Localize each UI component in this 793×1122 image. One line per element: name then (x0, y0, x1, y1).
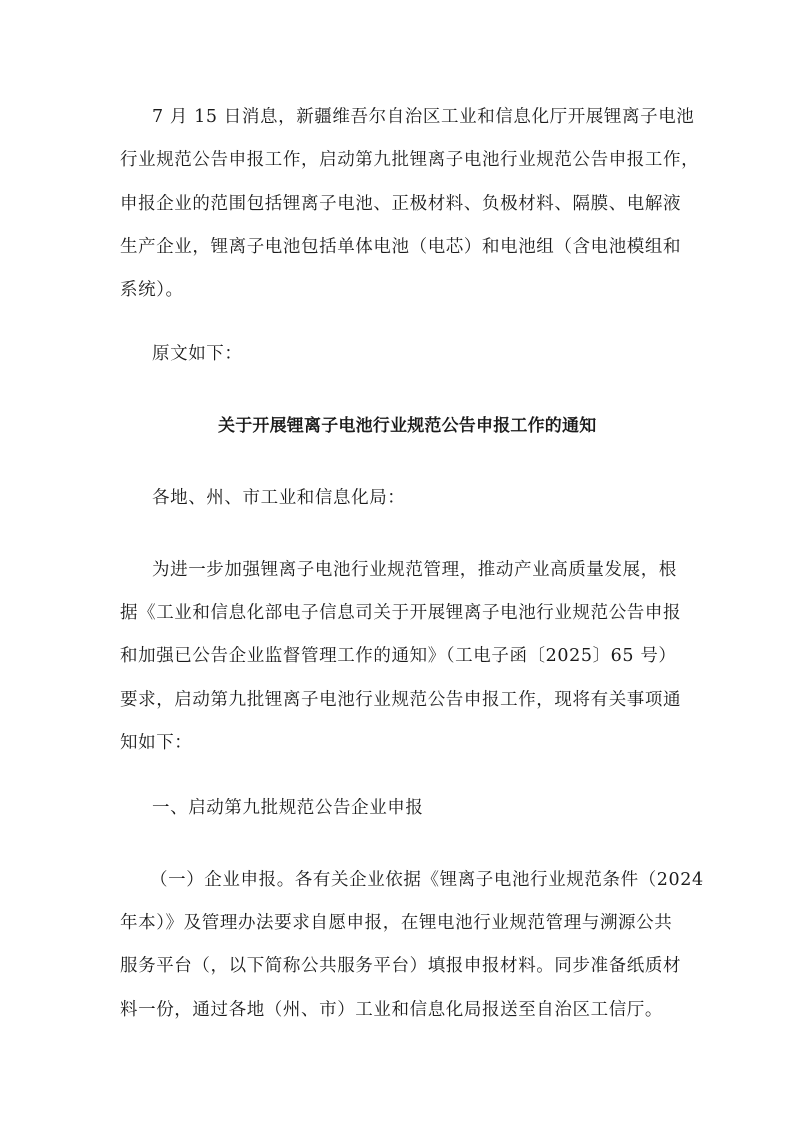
intro-line-5: 系统）。 (120, 280, 184, 300)
body-line-4: 要求，启动第九批锂离子电池行业规范公告申报工作，现将有关事项通 (120, 690, 682, 710)
original-text-label: 原文如下： (152, 344, 243, 364)
section-1-heading: 一、启动第九批规范公告企业申报 (152, 798, 424, 818)
item-1-line-2: 年本）》及管理办法要求自愿申报，在锂电池行业规范管理与溯源公共 (120, 913, 673, 933)
item-1-line-3: 服务平台（，以下简称公共服务平台）填报申报材料。同步准备纸质材 (120, 956, 682, 976)
body-line-1: 为进一步加强锂离子电池行业规范管理，推动产业高质量发展，根 (152, 560, 677, 580)
salutation: 各地、州、市工业和信息化局： (152, 488, 406, 508)
body-line-5: 知如下： (120, 733, 193, 753)
intro-line-2: 行业规范公告申报工作，启动第九批锂离子电池行业规范公告申报工作， (120, 150, 700, 170)
intro-line-4: 生产企业，锂离子电池包括单体电池（电芯）和电池组（含电池模组和 (120, 237, 682, 257)
body-line-3: 和加强已公告企业监督管理工作的通知》（工电子函〔2025〕65 号） (120, 646, 677, 666)
item-1-line-4: 料一份，通过各地（州、市）工业和信息化局报送至自治区工信厅。 (120, 1000, 663, 1020)
intro-line-3: 申报企业的范围包括锂离子电池、正极材料、负极材料、隔膜、电解液 (120, 194, 682, 214)
body-line-2: 据《工业和信息化部电子信息司关于开展锂离子电池行业规范公告申报 (120, 603, 682, 623)
item-1-line-1: （一）企业申报。各有关企业依据《锂离子电池行业规范条件（2024 (150, 870, 704, 890)
intro-line-1: 7 月 15 日消息，新疆维吾尔自治区工业和信息化厅开展锂离子电池 (152, 107, 695, 127)
notice-title: 关于开展锂离子电池行业规范公告申报工作的通知 (218, 416, 597, 436)
